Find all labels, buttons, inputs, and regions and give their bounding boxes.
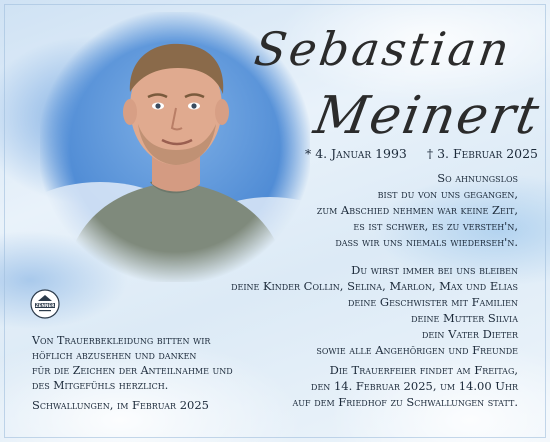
- first-name: Sebastian: [251, 22, 516, 76]
- request-line: höflich abzusehen und danken: [32, 349, 197, 362]
- condolence-request: [32, 333, 233, 393]
- mourners-line: dein Vater Dieter: [422, 327, 518, 341]
- birth-date: * 4. Januar 1993: [305, 146, 407, 161]
- mourners-line: deine Kinder Collin, Selina, Marlon, Max und Elias: [231, 279, 518, 293]
- last-name: Meinert: [309, 86, 545, 146]
- poem-line: es ist schwer, es zu versteh'n,: [353, 219, 518, 233]
- mourners-list: [231, 262, 518, 358]
- request-line: des Mitgefühls herzlich.: [32, 379, 169, 392]
- mourners-line: sowie alle Angehörigen und Freunde: [316, 343, 518, 357]
- ceremony-line: auf dem Friedhof zu Schwallungen statt.: [292, 395, 518, 409]
- request-line: Von Trauerbekleidung bitten wir: [32, 334, 211, 347]
- poem-line: zum Abschied nehmen war keine Zeit,: [316, 203, 518, 217]
- poem-line: bist du von uns gegangen,: [377, 187, 518, 201]
- poem: [317, 170, 518, 250]
- ceremony-line: Die Trauerfeier findet am Freitag,: [329, 363, 518, 377]
- poem-line: dass wir uns niemals wiederseh'n.: [335, 235, 518, 249]
- mourners-line: Du wirst immer bei uns bleiben: [351, 263, 518, 277]
- life-dates: [305, 146, 538, 161]
- ceremony-info: [292, 362, 518, 410]
- logo-text: ZENNER: [35, 303, 55, 308]
- death-date: † 3. Februar 2025: [426, 146, 538, 161]
- place-and-date: Schwallungen, im Februar 2025: [32, 398, 209, 412]
- mourners-line: deine Mutter Silvia: [411, 311, 518, 325]
- ceremony-line: den 14. Februar 2025, um 14.00 Uhr: [311, 379, 518, 393]
- request-line: für die Zeichen der Anteilnahme und: [32, 364, 233, 377]
- poem-line: So ahnungslos: [437, 171, 518, 185]
- funeral-home-logo-icon: [30, 289, 60, 319]
- mourners-line: deine Geschwister mit Familien: [348, 295, 518, 309]
